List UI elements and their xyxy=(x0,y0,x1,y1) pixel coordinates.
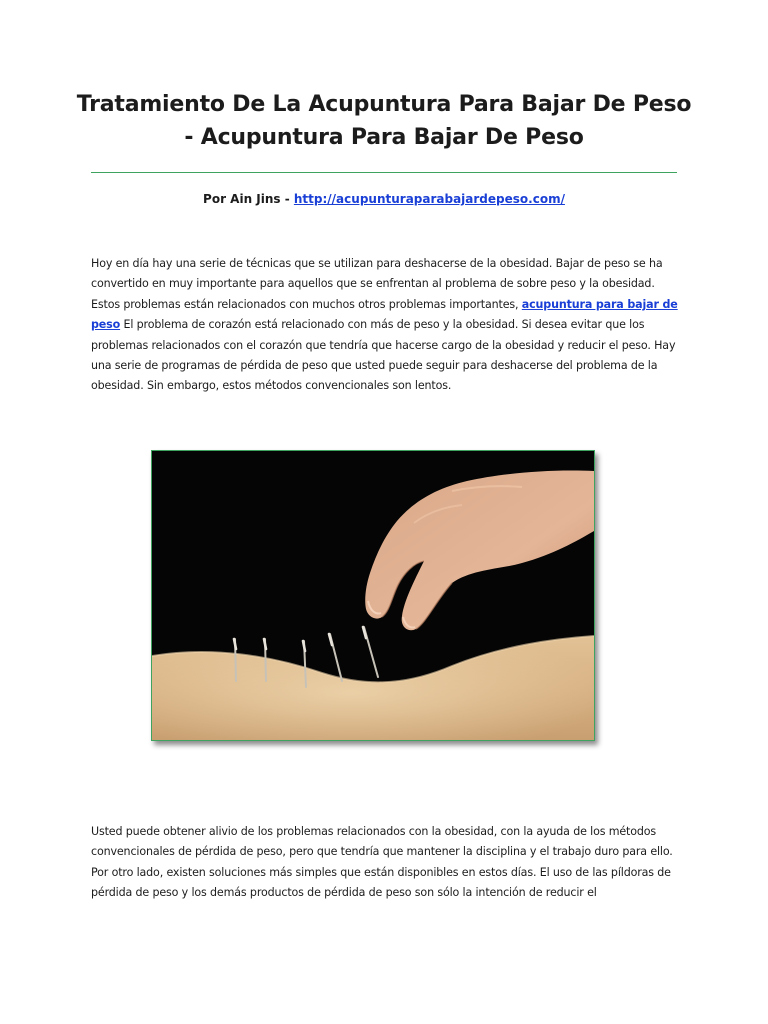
title-line-2: - Acupuntura Para Bajar De Peso xyxy=(184,125,584,150)
byline-author: Por Ain Jins - xyxy=(203,192,294,206)
title-divider xyxy=(91,172,677,173)
paragraph-intro-text-a: Hoy en día hay una serie de técnicas que se utilizan para deshacerse de la obesidad. Bajar de peso se ha convertido en muy importante para aquellos que se enfrentan al problema de sobre peso y la obesidad. Estos problemas están relacionados con muchos otros problemas importantes, xyxy=(91,257,663,311)
paragraph-body: Usted puede obtener alivio de los problemas relacionados con la obesidad, con la ayuda de los métodos convencionales de pérdida de peso, pero que tendría que mantener la disciplina y el trabajo duro para ello. Por otro lado, existen soluciones más simples que están disponibles en estos días. El uso de las píldoras de pérdida de peso y los demás productos de pérdida de peso son sólo la intención de reducir el xyxy=(91,825,673,900)
paragraph-intro-text-b: El problema de corazón está relacionado con más de peso y la obesidad. Si desea evitar que los problemas relacionados con el corazón que tendría que hacerse cargo de la obesidad y reducir el peso. Hay una serie de programas de pérdida de peso que usted puede seguir para deshacerse del problema de la obesidad. Sin embargo, estos métodos convencionales son lentos. xyxy=(91,318,676,393)
paragraph-intro xyxy=(91,254,681,397)
document-title xyxy=(60,88,708,154)
byline xyxy=(60,190,708,208)
acupuncture-photo xyxy=(151,450,595,741)
acupuncture-link[interactable]: acupuntura para bajar de peso xyxy=(91,297,678,332)
title-line-1: Tratamiento De La Acupuntura Para Bajar De Peso xyxy=(76,92,692,117)
acupuncture-photo-illustration xyxy=(152,451,594,740)
byline-link[interactable]: http://acupunturaparabajardepeso.com/ xyxy=(293,192,565,206)
